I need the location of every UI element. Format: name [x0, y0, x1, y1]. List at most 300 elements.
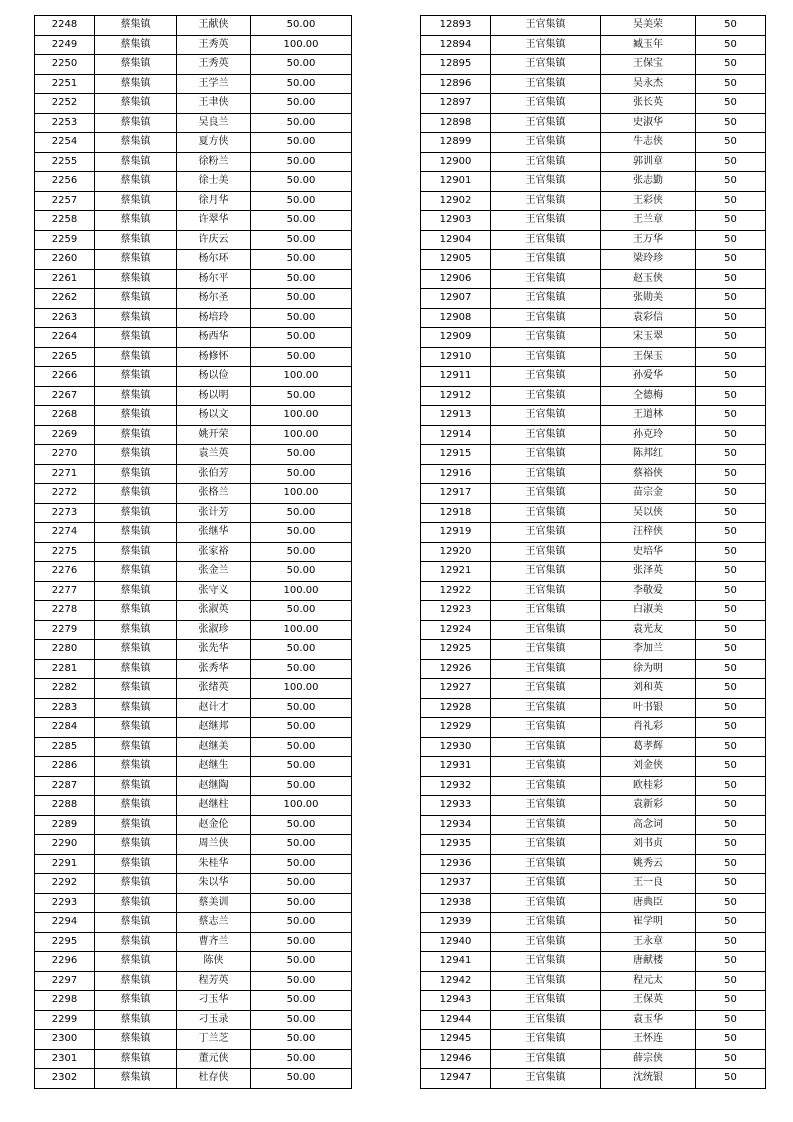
table-row: [35, 308, 352, 328]
amount-cell: 50: [696, 74, 766, 94]
amount-cell: 50: [696, 562, 766, 582]
amount-cell: 50.00: [251, 718, 352, 738]
town-cell: 王官集镇: [491, 601, 601, 621]
town-cell: 蔡集镇: [95, 932, 177, 952]
table-row: [35, 191, 352, 211]
amount-cell: 50: [696, 113, 766, 133]
name-cell: 徐月华: [177, 191, 251, 211]
table-row: [35, 425, 352, 445]
name-cell: 沈统银: [601, 1069, 696, 1089]
amount-cell: 50: [696, 991, 766, 1011]
name-cell: 蔡美训: [177, 893, 251, 913]
row-number-cell: 12912: [421, 386, 491, 406]
name-cell: 李加兰: [601, 640, 696, 660]
table-row: [35, 1010, 352, 1030]
name-cell: 张勋美: [601, 289, 696, 309]
table-row: [35, 542, 352, 562]
name-cell: 袁光友: [601, 620, 696, 640]
town-cell: 蔡集镇: [95, 718, 177, 738]
row-number-cell: 2248: [35, 16, 95, 36]
name-cell: 董元侠: [177, 1049, 251, 1069]
town-cell: 蔡集镇: [95, 172, 177, 192]
town-cell: 蔡集镇: [95, 776, 177, 796]
table-row: [35, 796, 352, 816]
row-number-cell: 2291: [35, 854, 95, 874]
name-cell: 李敬爱: [601, 581, 696, 601]
amount-cell: 50: [696, 1049, 766, 1069]
name-cell: 赵计才: [177, 698, 251, 718]
name-cell: 杜存侠: [177, 1069, 251, 1089]
table-row: [421, 815, 766, 835]
town-cell: 王官集镇: [491, 35, 601, 55]
name-cell: 程元太: [601, 971, 696, 991]
name-cell: 徐士美: [177, 172, 251, 192]
name-cell: 王聿侠: [177, 94, 251, 114]
name-cell: 孙爱华: [601, 367, 696, 387]
amount-cell: 50: [696, 1010, 766, 1030]
town-cell: 王官集镇: [491, 250, 601, 270]
table-row: [35, 367, 352, 387]
town-cell: 蔡集镇: [95, 542, 177, 562]
row-number-cell: 2270: [35, 445, 95, 465]
name-cell: 蔡裕侠: [601, 464, 696, 484]
amount-cell: 50: [696, 776, 766, 796]
name-cell: 王兰章: [601, 211, 696, 231]
town-cell: 蔡集镇: [95, 523, 177, 543]
amount-cell: 50.00: [251, 289, 352, 309]
table-row: [421, 191, 766, 211]
town-cell: 王官集镇: [491, 542, 601, 562]
town-cell: 蔡集镇: [95, 991, 177, 1011]
name-cell: 刘金侠: [601, 757, 696, 777]
amount-cell: 50.00: [251, 562, 352, 582]
name-cell: 陈侠: [177, 952, 251, 972]
row-number-cell: 2263: [35, 308, 95, 328]
amount-cell: 50: [696, 542, 766, 562]
table-row: [35, 737, 352, 757]
row-number-cell: 12940: [421, 932, 491, 952]
town-cell: 蔡集镇: [95, 367, 177, 387]
name-cell: 吴以侠: [601, 503, 696, 523]
table-row: [421, 230, 766, 250]
name-cell: 杨培玲: [177, 308, 251, 328]
name-cell: 王怀连: [601, 1030, 696, 1050]
table-row: [421, 406, 766, 426]
amount-cell: 50.00: [251, 16, 352, 36]
amount-cell: 50: [696, 152, 766, 172]
town-cell: 王官集镇: [491, 874, 601, 894]
town-cell: 王官集镇: [491, 913, 601, 933]
row-number-cell: 12900: [421, 152, 491, 172]
amount-cell: 50: [696, 16, 766, 36]
table-row: [35, 94, 352, 114]
amount-cell: 50.00: [251, 1069, 352, 1089]
town-cell: 蔡集镇: [95, 133, 177, 153]
row-number-cell: 2255: [35, 152, 95, 172]
row-number-cell: 2251: [35, 74, 95, 94]
town-cell: 蔡集镇: [95, 796, 177, 816]
name-cell: 张守义: [177, 581, 251, 601]
table-row: [421, 250, 766, 270]
row-number-cell: 2300: [35, 1030, 95, 1050]
row-number-cell: 2281: [35, 659, 95, 679]
row-number-cell: 2286: [35, 757, 95, 777]
town-cell: 王官集镇: [491, 55, 601, 75]
town-cell: 王官集镇: [491, 386, 601, 406]
name-cell: 刘书贞: [601, 835, 696, 855]
name-cell: 崔学明: [601, 913, 696, 933]
amount-cell: 50: [696, 172, 766, 192]
name-cell: 袁兰英: [177, 445, 251, 465]
row-number-cell: 12901: [421, 172, 491, 192]
table-row: [421, 445, 766, 465]
town-cell: 王官集镇: [491, 484, 601, 504]
amount-cell: 50: [696, 854, 766, 874]
table-row: [421, 1049, 766, 1069]
town-cell: 蔡集镇: [95, 1069, 177, 1089]
amount-cell: 50: [696, 367, 766, 387]
name-cell: 宋玉翠: [601, 328, 696, 348]
table-row: [421, 1069, 766, 1089]
row-number-cell: 12943: [421, 991, 491, 1011]
table-row: [421, 308, 766, 328]
amount-cell: 50.00: [251, 1030, 352, 1050]
amount-cell: 50: [696, 328, 766, 348]
amount-cell: 50.00: [251, 523, 352, 543]
amount-cell: 100.00: [251, 406, 352, 426]
row-number-cell: 12935: [421, 835, 491, 855]
name-cell: 汪梓侠: [601, 523, 696, 543]
row-number-cell: 2256: [35, 172, 95, 192]
amount-cell: 50: [696, 698, 766, 718]
table-row: [35, 269, 352, 289]
town-cell: 王官集镇: [491, 737, 601, 757]
name-cell: 史淑华: [601, 113, 696, 133]
town-cell: 蔡集镇: [95, 55, 177, 75]
amount-cell: 50: [696, 952, 766, 972]
amount-cell: 50: [696, 815, 766, 835]
name-cell: 姚开荣: [177, 425, 251, 445]
town-cell: 王官集镇: [491, 94, 601, 114]
town-cell: 王官集镇: [491, 971, 601, 991]
town-cell: 蔡集镇: [95, 35, 177, 55]
amount-cell: 50: [696, 1030, 766, 1050]
row-number-cell: 2292: [35, 874, 95, 894]
amount-cell: 50: [696, 464, 766, 484]
left-roster-body: [35, 16, 352, 1089]
town-cell: 王官集镇: [491, 16, 601, 36]
table-row: [35, 55, 352, 75]
table-row: [35, 757, 352, 777]
table-row: [421, 679, 766, 699]
table-row: [35, 913, 352, 933]
town-cell: 蔡集镇: [95, 854, 177, 874]
amount-cell: 50: [696, 1069, 766, 1089]
town-cell: 王官集镇: [491, 854, 601, 874]
table-row: [421, 503, 766, 523]
amount-cell: 50: [696, 503, 766, 523]
row-number-cell: 2275: [35, 542, 95, 562]
name-cell: 周兰侠: [177, 835, 251, 855]
row-number-cell: 12937: [421, 874, 491, 894]
table-row: [35, 932, 352, 952]
amount-cell: 50: [696, 523, 766, 543]
name-cell: 蔡志兰: [177, 913, 251, 933]
town-cell: 蔡集镇: [95, 581, 177, 601]
row-number-cell: 12928: [421, 698, 491, 718]
table-row: [421, 698, 766, 718]
row-number-cell: 2249: [35, 35, 95, 55]
table-row: [421, 289, 766, 309]
name-cell: 曹齐兰: [177, 932, 251, 952]
amount-cell: 50: [696, 484, 766, 504]
row-number-cell: 2294: [35, 913, 95, 933]
amount-cell: 50.00: [251, 874, 352, 894]
row-number-cell: 2297: [35, 971, 95, 991]
amount-cell: 50.00: [251, 269, 352, 289]
left-roster-table: [34, 15, 352, 1089]
name-cell: 徐粉兰: [177, 152, 251, 172]
table-row: [421, 172, 766, 192]
row-number-cell: 12938: [421, 893, 491, 913]
amount-cell: 50: [696, 971, 766, 991]
name-cell: 薛宗侠: [601, 1049, 696, 1069]
table-row: [35, 16, 352, 36]
amount-cell: 50: [696, 289, 766, 309]
table-row: [35, 776, 352, 796]
table-row: [35, 445, 352, 465]
amount-cell: 50: [696, 425, 766, 445]
table-row: [421, 796, 766, 816]
table-row: [421, 737, 766, 757]
name-cell: 袁彩信: [601, 308, 696, 328]
amount-cell: 50.00: [251, 542, 352, 562]
name-cell: 刁玉华: [177, 991, 251, 1011]
amount-cell: 100.00: [251, 484, 352, 504]
town-cell: 王官集镇: [491, 269, 601, 289]
table-row: [421, 874, 766, 894]
row-number-cell: 2260: [35, 250, 95, 270]
town-cell: 蔡集镇: [95, 230, 177, 250]
amount-cell: 50.00: [251, 94, 352, 114]
name-cell: 杨以文: [177, 406, 251, 426]
amount-cell: 50.00: [251, 55, 352, 75]
name-cell: 袁玉华: [601, 1010, 696, 1030]
town-cell: 蔡集镇: [95, 113, 177, 133]
town-cell: 王官集镇: [491, 776, 601, 796]
row-number-cell: 2296: [35, 952, 95, 972]
amount-cell: 50: [696, 640, 766, 660]
row-number-cell: 12898: [421, 113, 491, 133]
row-number-cell: 2254: [35, 133, 95, 153]
amount-cell: 50: [696, 835, 766, 855]
town-cell: 蔡集镇: [95, 874, 177, 894]
row-number-cell: 12933: [421, 796, 491, 816]
table-row: [35, 347, 352, 367]
town-cell: 蔡集镇: [95, 757, 177, 777]
row-number-cell: 12920: [421, 542, 491, 562]
row-number-cell: 12896: [421, 74, 491, 94]
table-row: [35, 835, 352, 855]
row-number-cell: 2258: [35, 211, 95, 231]
table-row: [35, 971, 352, 991]
town-cell: 王官集镇: [491, 698, 601, 718]
name-cell: 张绪英: [177, 679, 251, 699]
amount-cell: 50: [696, 445, 766, 465]
town-cell: 蔡集镇: [95, 659, 177, 679]
table-row: [421, 718, 766, 738]
table-row: [35, 601, 352, 621]
amount-cell: 50: [696, 191, 766, 211]
amount-cell: 50: [696, 269, 766, 289]
row-number-cell: 2287: [35, 776, 95, 796]
row-number-cell: 12932: [421, 776, 491, 796]
town-cell: 蔡集镇: [95, 971, 177, 991]
table-row: [421, 16, 766, 36]
town-cell: 蔡集镇: [95, 835, 177, 855]
table-row: [421, 523, 766, 543]
amount-cell: 50: [696, 55, 766, 75]
amount-cell: 100.00: [251, 581, 352, 601]
amount-cell: 50.00: [251, 250, 352, 270]
row-number-cell: 2295: [35, 932, 95, 952]
name-cell: 王彩侠: [601, 191, 696, 211]
name-cell: 杨尔平: [177, 269, 251, 289]
table-row: [421, 347, 766, 367]
name-cell: 唐典臣: [601, 893, 696, 913]
table-row: [35, 250, 352, 270]
town-cell: 蔡集镇: [95, 1049, 177, 1069]
name-cell: 王一良: [601, 874, 696, 894]
amount-cell: 50.00: [251, 815, 352, 835]
town-cell: 王官集镇: [491, 152, 601, 172]
row-number-cell: 12899: [421, 133, 491, 153]
name-cell: 袁新彩: [601, 796, 696, 816]
table-row: [421, 562, 766, 582]
name-cell: 徐为明: [601, 659, 696, 679]
name-cell: 夏方侠: [177, 133, 251, 153]
table-row: [35, 113, 352, 133]
row-number-cell: 12893: [421, 16, 491, 36]
row-number-cell: 12914: [421, 425, 491, 445]
name-cell: 张长英: [601, 94, 696, 114]
row-number-cell: 12927: [421, 679, 491, 699]
row-number-cell: 2259: [35, 230, 95, 250]
table-row: [421, 757, 766, 777]
town-cell: 王官集镇: [491, 347, 601, 367]
row-number-cell: 2283: [35, 698, 95, 718]
row-number-cell: 12946: [421, 1049, 491, 1069]
name-cell: 张泽英: [601, 562, 696, 582]
right-roster-table: [420, 15, 766, 1089]
name-cell: 刘和英: [601, 679, 696, 699]
amount-cell: 50.00: [251, 445, 352, 465]
table-row: [35, 74, 352, 94]
row-number-cell: 2277: [35, 581, 95, 601]
name-cell: 赵玉侠: [601, 269, 696, 289]
town-cell: 王官集镇: [491, 425, 601, 445]
table-row: [421, 601, 766, 621]
amount-cell: 50: [696, 718, 766, 738]
table-row: [35, 386, 352, 406]
town-cell: 王官集镇: [491, 191, 601, 211]
town-cell: 王官集镇: [491, 1010, 601, 1030]
row-number-cell: 2264: [35, 328, 95, 348]
amount-cell: 50.00: [251, 757, 352, 777]
amount-cell: 100.00: [251, 679, 352, 699]
table-row: [35, 523, 352, 543]
amount-cell: 50.00: [251, 74, 352, 94]
row-number-cell: 2273: [35, 503, 95, 523]
table-row: [421, 1010, 766, 1030]
table-row: [421, 932, 766, 952]
row-number-cell: 12942: [421, 971, 491, 991]
town-cell: 蔡集镇: [95, 347, 177, 367]
table-row: [35, 35, 352, 55]
row-number-cell: 12910: [421, 347, 491, 367]
town-cell: 蔡集镇: [95, 913, 177, 933]
amount-cell: 50.00: [251, 854, 352, 874]
table-row: [421, 620, 766, 640]
amount-cell: 50.00: [251, 776, 352, 796]
amount-cell: 50.00: [251, 952, 352, 972]
amount-cell: 50: [696, 757, 766, 777]
name-cell: 朱桂华: [177, 854, 251, 874]
name-cell: 肖礼彩: [601, 718, 696, 738]
row-number-cell: 12947: [421, 1069, 491, 1089]
row-number-cell: 12929: [421, 718, 491, 738]
name-cell: 张淑英: [177, 601, 251, 621]
amount-cell: 50.00: [251, 191, 352, 211]
row-number-cell: 2285: [35, 737, 95, 757]
row-number-cell: 12911: [421, 367, 491, 387]
right-roster-body: [421, 16, 766, 1089]
town-cell: 王官集镇: [491, 406, 601, 426]
row-number-cell: 12908: [421, 308, 491, 328]
town-cell: 蔡集镇: [95, 620, 177, 640]
town-cell: 王官集镇: [491, 74, 601, 94]
row-number-cell: 12922: [421, 581, 491, 601]
amount-cell: 100.00: [251, 425, 352, 445]
row-number-cell: 2276: [35, 562, 95, 582]
town-cell: 王官集镇: [491, 464, 601, 484]
table-row: [35, 1030, 352, 1050]
row-number-cell: 12907: [421, 289, 491, 309]
name-cell: 王永章: [601, 932, 696, 952]
amount-cell: 50.00: [251, 172, 352, 192]
row-number-cell: 12923: [421, 601, 491, 621]
name-cell: 臧玉年: [601, 35, 696, 55]
table-row: [35, 874, 352, 894]
town-cell: 蔡集镇: [95, 679, 177, 699]
row-number-cell: 12903: [421, 211, 491, 231]
name-cell: 杨以俭: [177, 367, 251, 387]
amount-cell: 50: [696, 211, 766, 231]
row-number-cell: 12909: [421, 328, 491, 348]
table-row: [35, 464, 352, 484]
row-number-cell: 2282: [35, 679, 95, 699]
row-number-cell: 2250: [35, 55, 95, 75]
name-cell: 王学兰: [177, 74, 251, 94]
name-cell: 王秀英: [177, 55, 251, 75]
town-cell: 王官集镇: [491, 1030, 601, 1050]
row-number-cell: 12936: [421, 854, 491, 874]
amount-cell: 50.00: [251, 640, 352, 660]
name-cell: 张计芳: [177, 503, 251, 523]
table-row: [421, 991, 766, 1011]
name-cell: 史培华: [601, 542, 696, 562]
town-cell: 蔡集镇: [95, 1010, 177, 1030]
